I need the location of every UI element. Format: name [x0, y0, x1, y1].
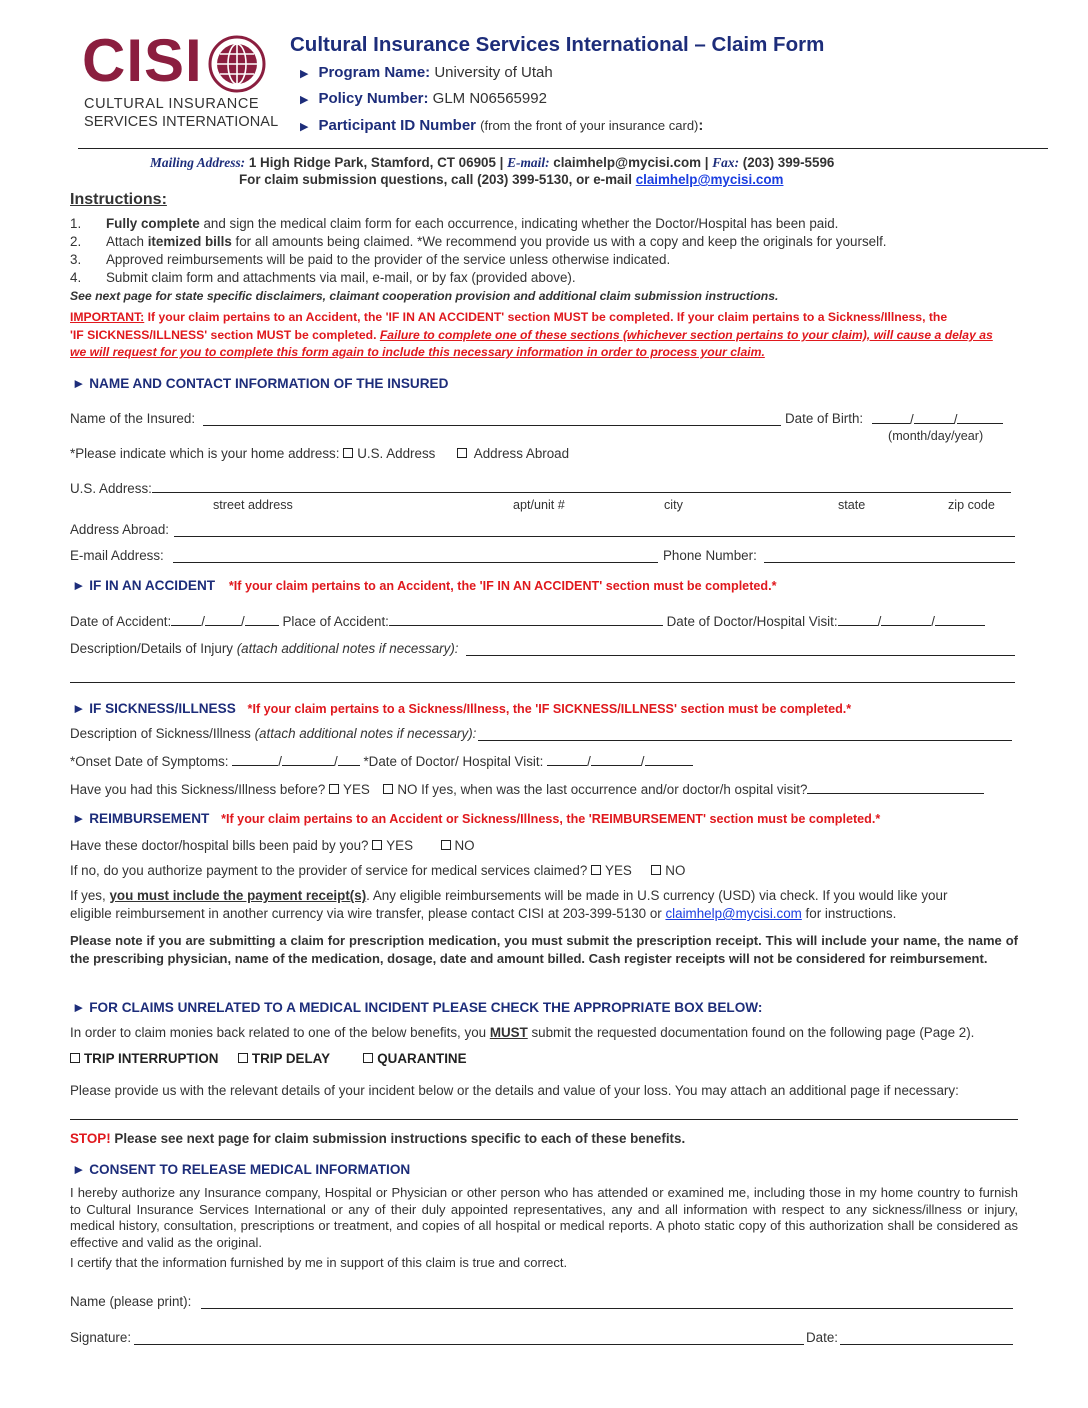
signature-field[interactable]: [134, 1344, 804, 1345]
col-street: street address: [213, 498, 293, 512]
logo-line2: SERVICES INTERNATIONAL: [84, 114, 279, 130]
onset-row: *Onset Date of Symptoms: / / *Date of Doctor/ Hospital Visit: / /: [70, 753, 693, 769]
instruction-item-2: 2. Attach itemized bills for all amounts being claimed. *We recommend you provide us with a copy and keep the originals for yourself.: [70, 234, 887, 249]
paid-no-checkbox[interactable]: [441, 840, 451, 850]
accident-place-field[interactable]: [389, 613, 663, 626]
reimbursement-heading: ► REIMBURSEMENT *If your claim pertains to an Accident or Sickness/Illness, the 'REIMBURSEMENT' section must be completed.*: [72, 811, 881, 826]
claimhelp-email-link[interactable]: claimhelp@mycisi.com: [635, 172, 784, 187]
sickness-visit-date-field[interactable]: / /: [547, 754, 692, 769]
authorize-yes[interactable]: YES: [591, 863, 632, 878]
paid-yes[interactable]: YES: [372, 838, 413, 853]
had-before-yes[interactable]: YES: [329, 782, 370, 797]
had-before-no-checkbox[interactable]: [383, 784, 393, 794]
us-address-option[interactable]: U.S. Address: [343, 446, 435, 461]
important-note-l2: 'IF SICKNESS/ILLNESS' section MUST be completed. Failure to complete one of these sections (whichever section pertains to your claim), will cause a delay as: [70, 328, 993, 342]
address-abroad-label: Address Abroad:: [70, 522, 170, 537]
insured-heading: ► NAME AND CONTACT INFORMATION OF THE INSURED: [72, 376, 449, 391]
email-field[interactable]: [173, 562, 658, 563]
important-note-l1: IMPORTANT: If your claim pertains to an Accident, the 'IF IN AN ACCIDENT' section MUST be completed. If your claim pertains to a Sickness/Illness, the: [70, 310, 948, 324]
reimbursement-email-link[interactable]: claimhelp@mycisi.com: [665, 906, 802, 921]
signature-date-label: Date:: [806, 1330, 839, 1345]
injury-desc-field[interactable]: [466, 655, 1015, 656]
had-before-yes-checkbox[interactable]: [329, 784, 339, 794]
authorize-no-checkbox[interactable]: [651, 865, 661, 875]
trip-delay-checkbox[interactable]: [238, 1053, 248, 1063]
receipt-note-l2: eligible reimbursement in another currency via wire transfer, please contact CISI at 203-399-5130 or claimhelp@mycisi.com for instructions.: [70, 906, 897, 921]
instruction-item-4: 4. Submit claim form and attachments via mail, e-mail, or by fax (provided above).: [70, 270, 576, 285]
name-insured-label: Name of the Insured:: [70, 411, 196, 426]
see-next-note: See next page for state specific disclaimers, claimant cooperation provision and additional claim submission instructions.: [70, 289, 779, 303]
program-row: ▶ Program Name: University of Utah: [300, 64, 553, 81]
accident-heading: ► IF IN AN ACCIDENT *If your claim pertains to an Accident, the 'IF IN AN ACCIDENT' section must be completed.*: [72, 578, 777, 593]
signature-label: Signature:: [70, 1330, 132, 1345]
phone-label: Phone Number:: [663, 548, 757, 563]
dob-label: Date of Birth:: [785, 411, 864, 426]
authorize-row: If no, do you authorize payment to the provider of service for medical services claimed? YES NO: [70, 863, 686, 878]
nonmedical-heading: ► FOR CLAIMS UNRELATED TO A MEDICAL INCIDENT PLEASE CHECK THE APPROPRIATE BOX BELOW:: [72, 1000, 763, 1015]
triangle-bullet-icon: ▶: [300, 94, 309, 106]
home-address-question: *Please indicate which is your home address: U.S. Address Address Abroad: [70, 446, 570, 461]
instructions-heading: Instructions:: [70, 191, 167, 208]
sickness-desc-label: Description of Sickness/Illness (attach additional notes if necessary):: [70, 726, 477, 741]
benefit-options: [70, 1051, 467, 1066]
address-abroad-checkbox[interactable]: [457, 448, 467, 458]
paid-by-you-row: Have these doctor/hospital bills been paid by you? YES NO: [70, 838, 475, 853]
triangle-bullet-icon: ▶: [300, 68, 309, 80]
dob-hint: (month/day/year): [888, 429, 984, 443]
participant-row: ▶ Participant ID Number (from the front of your insurance card):: [300, 117, 704, 134]
accident-date-field[interactable]: / /: [171, 614, 278, 629]
col-state: state: [838, 498, 866, 512]
print-name-label: Name (please print):: [70, 1294, 192, 1309]
consent-heading: ► CONSENT TO RELEASE MEDICAL INFORMATION: [72, 1162, 411, 1177]
nonmedical-intro: In order to claim monies back related to one of the below benefits, you MUST submit the requested documentation found on the following page (Page 2).: [70, 1025, 975, 1040]
incident-details-field[interactable]: [70, 1119, 1018, 1120]
certify-text: I certify that the information furnished by me in support of this claim is true and correct.: [70, 1255, 568, 1270]
accident-visit-date-field[interactable]: / /: [838, 614, 985, 629]
onset-date-field[interactable]: / /: [232, 754, 359, 769]
globe-icon: [207, 34, 267, 94]
triangle-bullet-icon: ▶: [300, 121, 309, 133]
us-address-field[interactable]: [152, 492, 1011, 493]
address-abroad-option[interactable]: Address Abroad: [457, 446, 569, 461]
sickness-heading: ► IF SICKNESS/ILLNESS *If your claim pertains to a Sickness/Illness, the 'IF SICKNESS/ILLNESS' section must be completed.*: [72, 701, 852, 716]
logo-wordmark: CISI: [82, 27, 203, 94]
logo-line1: CULTURAL INSURANCE: [84, 96, 260, 112]
incident-details-prompt: Please provide us with the relevant details of your incident below or the details and value of your loss. You may attach an additional page if necessary:: [70, 1083, 959, 1098]
print-name-field[interactable]: [201, 1308, 1013, 1309]
stop-note: STOP! Please see next page for claim submission instructions specific to each of these benefits.: [70, 1131, 686, 1146]
us-address-checkbox[interactable]: [343, 448, 353, 458]
sickness-desc-field[interactable]: [478, 740, 1012, 741]
col-zip: zip code: [948, 498, 995, 512]
important-note-l3: we will request for you to complete this form again to include this necessary information in order to process your claim.: [70, 345, 765, 359]
policy-row: ▶ Policy Number: GLM N06565992: [300, 90, 547, 107]
trip-interruption-option[interactable]: TRIP INTERRUPTION: [70, 1051, 218, 1066]
col-apt: apt/unit #: [513, 498, 565, 512]
col-city: city: [664, 498, 683, 512]
header-divider: [78, 148, 1048, 149]
injury-desc-field-2[interactable]: [70, 682, 1015, 683]
cisi-logo: [82, 27, 279, 137]
us-address-label: U.S. Address:: [70, 481, 152, 496]
quarantine-option[interactable]: QUARANTINE: [363, 1051, 466, 1066]
questions-line: For claim submission questions, call (203) 399-5130, or e-mail claimhelp@mycisi.com: [239, 172, 784, 187]
signature-date-field[interactable]: [840, 1344, 1013, 1345]
paid-no[interactable]: NO: [441, 838, 475, 853]
authorize-yes-checkbox[interactable]: [591, 865, 601, 875]
form-title: Cultural Insurance Services International – Claim Form: [290, 33, 825, 56]
trip-delay-option[interactable]: TRIP DELAY: [238, 1051, 330, 1066]
quarantine-checkbox[interactable]: [363, 1053, 373, 1063]
injury-desc-label: Description/Details of Injury (attach additional notes if necessary):: [70, 641, 459, 656]
paid-yes-checkbox[interactable]: [372, 840, 382, 850]
accident-date-row: Date of Accident: / / Place of Accident: Date of Doctor/Hospital Visit: / /: [70, 613, 985, 629]
had-before-no[interactable]: NO: [383, 782, 417, 797]
dob-field[interactable]: / /: [872, 411, 1003, 427]
instruction-item-1: 1. Fully complete and sign the medical claim form for each occurrence, indicating whether the Doctor/Hospital has been paid.: [70, 216, 839, 231]
phone-field[interactable]: [764, 562, 1015, 563]
last-occurrence-field[interactable]: [807, 781, 984, 794]
email-label: E-mail Address:: [70, 548, 164, 563]
instruction-item-3: 3. Approved reimbursements will be paid to the provider of the service unless otherwise indicated.: [70, 252, 671, 267]
program-name: University of Utah: [434, 64, 553, 81]
prescription-note: Please note if you are submitting a claim for prescription medication, you must submit the prescription receipt. This will include your name, the name of the prescribing physician, name of the medication, dosage, date and amount billed. Cash register receipts will not be considered for reimbursement.: [70, 933, 1018, 966]
had-before-row: Have you had this Sickness/Illness before? YES NO If yes, when was the last occurrence and/or doctor/h ospital visit?: [70, 781, 984, 797]
receipt-note-l1: If yes, you must include the payment receipt(s). Any eligible reimbursements will be made in U.S currency (USD) via check. If you would like your: [70, 888, 948, 903]
authorize-no[interactable]: NO: [651, 863, 685, 878]
consent-text: I hereby authorize any Insurance company, Hospital or Physician or other person who has attended or examined me, including those in my home country to furnish to Cultural Insurance Services International or any of their duly appointed representatives, any and all information with respect to any sickness/illness or injury, medical history, consultation, prescriptions or treatment, and copies of all hospital or medical reports. A photo static copy of this authorization shall be considered as effective and valid as the original.: [70, 1185, 1018, 1250]
address-abroad-field[interactable]: [174, 536, 1015, 537]
name-insured-field[interactable]: [203, 425, 781, 426]
policy-number: GLM N06565992: [432, 90, 547, 107]
mailing-line: Mailing Address: 1 High Ridge Park, Stamford, CT 06905 | E-mail: claimhelp@mycisi.com | Fax: (203) 399-5596: [150, 155, 835, 170]
trip-interruption-checkbox[interactable]: [70, 1053, 80, 1063]
